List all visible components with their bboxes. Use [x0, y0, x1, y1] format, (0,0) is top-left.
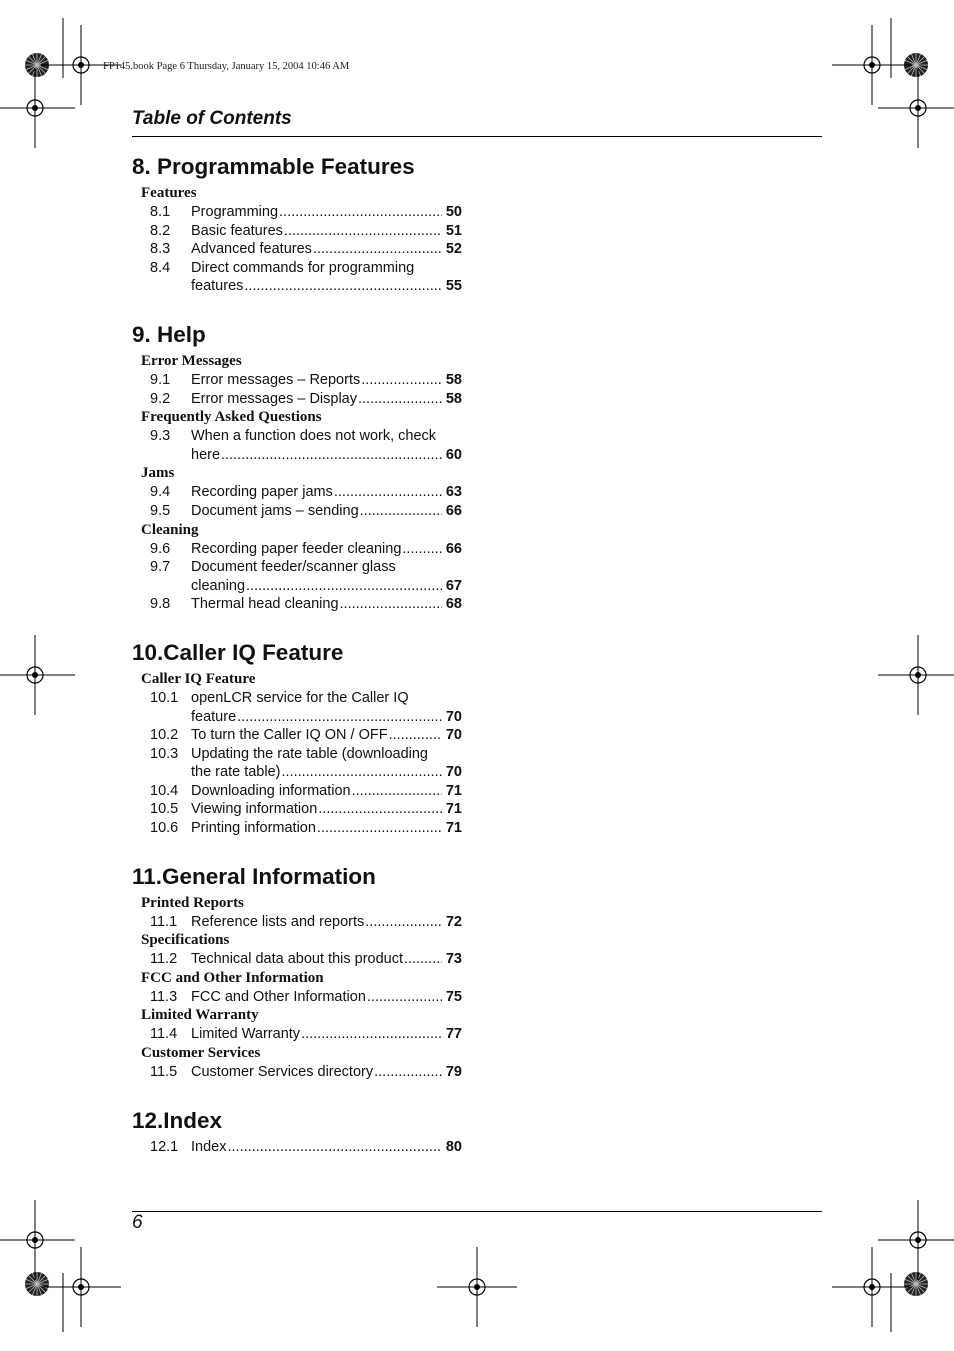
dot-leader — [317, 819, 442, 838]
entry-page: 71 — [445, 820, 462, 837]
toc-entry[interactable] — [132, 558, 462, 595]
entry-number: 10.4 — [150, 782, 179, 799]
entry-title: Downloading information — [191, 782, 351, 799]
entry-body — [191, 1138, 462, 1157]
entry-title: Basic features — [191, 222, 283, 239]
entry-leader-line — [191, 726, 462, 745]
entry-page: 68 — [445, 596, 462, 613]
entry-number: 11.4 — [150, 1026, 178, 1043]
entry-title: Recording paper feeder cleaning — [191, 540, 402, 557]
entry-leader-line — [191, 371, 462, 390]
entry-body — [191, 427, 462, 464]
entry-page: 51 — [445, 222, 462, 239]
entry-number: 9.7 — [150, 559, 171, 576]
entry-number: 9.8 — [150, 596, 171, 613]
entry-title: here — [191, 446, 221, 463]
section-heading: Error Messages — [141, 352, 242, 369]
entry-leader-line — [191, 595, 462, 614]
toc-entry[interactable] — [132, 259, 462, 296]
entry-number: 8.4 — [150, 259, 171, 276]
entry-title: features — [191, 278, 244, 295]
toc-entry[interactable] — [132, 913, 462, 932]
entry-leader-line — [191, 203, 462, 222]
dot-leader — [227, 1138, 442, 1157]
toc-entry[interactable] — [132, 819, 462, 838]
entry-leader-line — [191, 277, 462, 296]
entry-body — [191, 558, 462, 595]
toc-entry[interactable] — [132, 595, 462, 614]
entry-number: 9.6 — [150, 540, 171, 557]
entry-body — [191, 390, 462, 409]
entry-number: 8.3 — [150, 241, 171, 258]
entry-title: Reference lists and reports — [191, 913, 365, 930]
entry-body — [191, 745, 462, 782]
dot-leader — [358, 390, 442, 409]
entry-title: Advanced features — [191, 241, 312, 258]
entry-leader-line — [191, 819, 462, 838]
entry-title: Customer Services directory — [191, 1064, 374, 1081]
dot-leader — [244, 277, 442, 296]
chapter-title: 8. Programmable Features — [132, 154, 415, 179]
toc-chapter — [132, 1104, 462, 1157]
dot-leader — [360, 502, 442, 521]
entry-page: 63 — [445, 484, 462, 501]
crosshair-mark-icon — [832, 1247, 912, 1327]
entry-title: Programming — [191, 204, 279, 220]
toc-entry[interactable] — [132, 950, 462, 969]
crosshair-mark-icon — [0, 635, 75, 715]
dot-leader — [402, 540, 442, 559]
entry-page: 71 — [445, 782, 462, 799]
entry-number: 8.2 — [150, 222, 171, 239]
entry-title: Updating the rate table (downloading — [191, 745, 428, 762]
entry-page: 79 — [445, 1064, 462, 1081]
entry-body — [191, 689, 462, 726]
entry-body — [191, 371, 462, 390]
toc-entry[interactable] — [132, 483, 462, 502]
entry-body — [191, 240, 462, 259]
entry-page: 70 — [445, 727, 462, 744]
entry-body — [191, 726, 462, 745]
entry-number: 10.3 — [150, 745, 179, 762]
toc-entry[interactable] — [132, 1063, 462, 1082]
entry-leader-line — [191, 763, 462, 782]
dot-leader — [389, 726, 442, 745]
entry-body — [191, 222, 462, 241]
crosshair-mark-icon — [0, 68, 75, 148]
toc-entry[interactable] — [132, 502, 462, 521]
entry-body — [191, 483, 462, 502]
entry-page: 52 — [445, 241, 462, 258]
toc-chapter — [132, 150, 462, 296]
entry-number: 9.4 — [150, 484, 171, 501]
dot-leader — [352, 782, 442, 801]
entry-number: 11.2 — [150, 951, 178, 968]
registration-burst-icon — [904, 1272, 928, 1296]
entry-title: Viewing information — [191, 801, 318, 818]
entry-leader-line — [191, 800, 462, 819]
entry-title: Document feeder/scanner glass — [191, 559, 396, 576]
section-heading: Frequently Asked Questions — [141, 409, 322, 426]
entry-page: 80 — [445, 1138, 462, 1155]
entry-page: 55 — [445, 278, 462, 295]
dot-leader — [279, 203, 442, 222]
entry-number: 8.1 — [150, 204, 171, 220]
dot-leader — [374, 1063, 442, 1082]
entry-page: 58 — [445, 371, 462, 388]
entry-page: 60 — [445, 446, 462, 463]
dot-leader — [361, 371, 442, 390]
entry-leader-line — [191, 540, 462, 559]
section-heading: Jams — [141, 465, 175, 482]
entry-leader-line — [191, 577, 462, 596]
entry-number: 9.2 — [150, 390, 171, 407]
entry-body — [191, 1025, 462, 1044]
dot-leader — [237, 708, 442, 727]
toc-entry[interactable] — [132, 240, 462, 259]
registration-burst-icon — [25, 1272, 49, 1296]
toc-entry[interactable] — [132, 540, 462, 559]
dot-leader — [284, 222, 442, 241]
entry-leader-line — [191, 240, 462, 259]
dot-leader — [318, 800, 442, 819]
dot-leader — [334, 483, 442, 502]
entry-leader-line — [191, 483, 462, 502]
entry-title: Limited Warranty — [191, 1026, 301, 1043]
entry-title: Printing information — [191, 820, 316, 837]
chapter-title: 10.Caller IQ Feature — [132, 639, 344, 665]
entry-title: openLCR service for the Caller IQ — [191, 689, 409, 706]
running-title: Table of Contents — [132, 108, 292, 129]
crosshair-mark-icon — [878, 1200, 954, 1280]
entry-page: 67 — [445, 577, 462, 594]
page-number: 6 — [132, 1212, 143, 1233]
entry-number: 11.5 — [150, 1064, 178, 1081]
dot-leader — [221, 446, 442, 465]
entry-title: feature — [191, 708, 237, 725]
footer-rule — [132, 1211, 822, 1212]
chapter-title: 9. Help — [132, 321, 206, 347]
entry-body — [191, 203, 462, 222]
entry-leader-line — [191, 1025, 462, 1044]
entry-leader-line — [191, 950, 462, 969]
entry-title: Recording paper jams — [191, 484, 333, 501]
toc-entry[interactable] — [132, 1025, 462, 1044]
entry-body — [191, 800, 462, 819]
entry-leader-line — [191, 222, 462, 241]
entry-leader-line — [191, 390, 462, 409]
toc-chapter — [132, 636, 462, 838]
toc-entry[interactable] — [132, 203, 462, 222]
toc-entry[interactable] — [132, 1138, 462, 1157]
entry-page: 77 — [445, 1026, 462, 1043]
toc-entry[interactable] — [132, 371, 462, 390]
table-of-contents — [132, 150, 462, 1178]
dot-leader — [281, 763, 442, 782]
toc-entry[interactable] — [132, 745, 462, 782]
crosshair-mark-icon — [878, 68, 954, 148]
entry-body — [191, 950, 462, 969]
entry-number: 10.2 — [150, 727, 179, 744]
crosshair-mark-icon — [437, 1247, 517, 1327]
entry-title: When a function does not work, check — [191, 428, 437, 445]
entry-page: 50 — [445, 204, 462, 220]
chapter-title: 11.General Information — [132, 863, 376, 889]
section-heading: FCC and Other Information — [141, 969, 324, 986]
entry-title: the rate table) — [191, 764, 281, 781]
entry-title: Direct commands for programming — [191, 259, 415, 276]
section-heading: Cleaning — [141, 521, 199, 538]
toc-entry[interactable] — [132, 427, 462, 464]
entry-leader-line — [191, 708, 462, 727]
toc-entry[interactable] — [132, 222, 462, 241]
section-heading: Features — [141, 185, 197, 201]
entry-body — [191, 502, 462, 521]
entry-page: 58 — [445, 390, 462, 407]
entry-body — [191, 819, 462, 838]
entry-page: 73 — [445, 951, 462, 968]
entry-leader-line — [191, 446, 462, 465]
entry-leader-line — [191, 1063, 462, 1082]
entry-body — [191, 913, 462, 932]
entry-number: 9.1 — [150, 371, 171, 388]
entry-page: 70 — [445, 764, 462, 781]
entry-number: 10.6 — [150, 820, 179, 837]
entry-page: 75 — [445, 988, 462, 1005]
toc-entry[interactable] — [132, 689, 462, 726]
dot-leader — [367, 988, 442, 1007]
entry-number: 11.1 — [150, 913, 178, 930]
entry-number: 11.3 — [150, 988, 178, 1005]
dot-leader — [313, 240, 442, 259]
entry-title: Error messages – Display — [191, 390, 357, 407]
entry-title: Technical data about this product — [191, 951, 403, 968]
entry-number: 12.1 — [150, 1138, 179, 1155]
entry-page: 66 — [445, 502, 462, 519]
entry-body — [191, 259, 462, 296]
toc-entry[interactable] — [132, 726, 462, 745]
entry-title: FCC and Other Information — [191, 988, 366, 1005]
entry-title: Index — [191, 1138, 227, 1155]
entry-title: Document jams – sending — [191, 502, 359, 519]
toc-chapter — [132, 318, 462, 614]
entry-number: 10.5 — [150, 801, 179, 818]
entry-page: 70 — [445, 708, 462, 725]
toc-entry[interactable] — [132, 390, 462, 409]
entry-body — [191, 782, 462, 801]
toc-chapter — [132, 860, 462, 1082]
section-heading: Specifications — [141, 932, 230, 949]
crosshair-mark-icon — [0, 1200, 75, 1280]
crosshair-mark-icon — [41, 1247, 121, 1327]
header-rule — [132, 136, 822, 137]
entry-title: cleaning — [191, 577, 246, 594]
entry-leader-line — [191, 913, 462, 932]
dot-leader — [301, 1025, 442, 1044]
entry-page: 72 — [445, 913, 462, 930]
entry-title: To turn the Caller IQ ON / OFF — [191, 727, 388, 744]
entry-body — [191, 595, 462, 614]
toc-entry[interactable] — [132, 800, 462, 819]
entry-body — [191, 540, 462, 559]
entry-leader-line — [191, 502, 462, 521]
entry-leader-line — [191, 782, 462, 801]
entry-leader-line — [191, 988, 462, 1007]
entry-page: 71 — [445, 801, 462, 818]
entry-page: 66 — [445, 540, 462, 557]
entry-title: Thermal head cleaning — [191, 596, 339, 613]
dot-leader — [365, 913, 442, 932]
chapter-title: 12.Index — [132, 1107, 223, 1133]
dot-leader — [404, 950, 442, 969]
entry-leader-line — [191, 1138, 462, 1157]
section-heading: Printed Reports — [141, 894, 244, 911]
entry-number: 9.5 — [150, 502, 171, 519]
dot-leader — [340, 595, 442, 614]
entry-number: 10.1 — [150, 689, 179, 706]
entry-body — [191, 1063, 462, 1082]
entry-body — [191, 988, 462, 1007]
print-slug: FP145.book Page 6 Thursday, January 15, 2004 10:46 AM — [103, 61, 350, 72]
dot-leader — [246, 577, 442, 596]
toc-entry[interactable] — [132, 988, 462, 1007]
toc-entry[interactable] — [132, 782, 462, 801]
entry-number: 9.3 — [150, 428, 171, 445]
crosshair-mark-icon — [832, 25, 912, 105]
crosshair-mark-icon — [878, 635, 954, 715]
section-heading: Customer Services — [141, 1045, 261, 1062]
section-heading: Caller IQ Feature — [141, 670, 256, 687]
section-heading: Limited Warranty — [141, 1007, 259, 1024]
entry-title: Error messages – Reports — [191, 371, 361, 388]
